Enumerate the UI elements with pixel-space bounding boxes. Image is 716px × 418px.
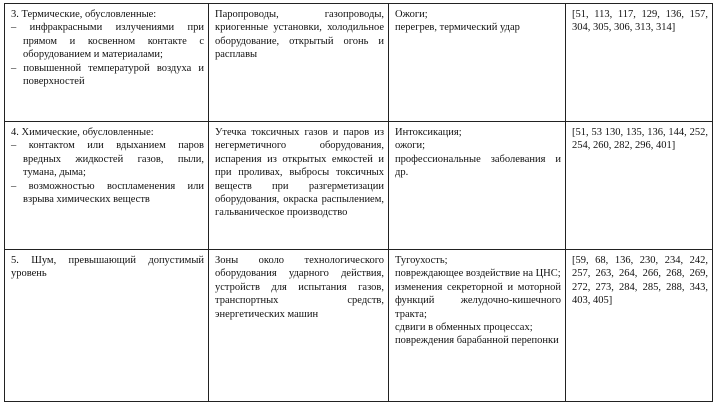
effect-item: повреждающее воздействие на ЦНС; xyxy=(395,268,561,280)
refs-text: [51, 53 130, 135, 136, 144, 252, 254, 260, 282, 296, 401] xyxy=(572,127,708,152)
factor-cell xyxy=(5,4,209,122)
effect-item: Тугоухость; xyxy=(395,255,448,266)
factor-title: 5. Шум, превышающий допустимый уровень xyxy=(11,255,204,280)
hazard-factors-table xyxy=(4,3,713,402)
effect-item: ожоги; xyxy=(395,140,426,152)
sources-text: Зоны около технологического оборудования ударного действия, устройств для испытания газов, транспортных средств, энергетических машин xyxy=(215,255,384,320)
sources-cell xyxy=(209,122,389,250)
table-row xyxy=(5,4,713,122)
factor-item: – возможностью воспламенения или взрыва химических веществ xyxy=(11,180,204,206)
factor-item: – повышенной температурой воздуха и поверхностей xyxy=(11,62,204,88)
effect-item: профессиональные заболевания и др. xyxy=(395,153,561,179)
factor-item: – инфракрасными излучениями при прямом и косвенном контакте с оборудованием и материалами; xyxy=(11,22,204,61)
refs-cell xyxy=(566,4,713,122)
factor-title: 3. Термические, обусловленные: xyxy=(11,9,157,20)
effect-item: сдвиги в обменных процессах; xyxy=(395,322,533,334)
sources-cell xyxy=(209,250,389,402)
effect-item: Интоксикация; xyxy=(395,127,462,138)
refs-text: [51, 113, 117, 129, 136, 157, 304, 305, 306, 313, 314] xyxy=(572,9,708,34)
effects-cell xyxy=(389,250,566,402)
effects-cell xyxy=(389,122,566,250)
factor-cell xyxy=(5,122,209,250)
effects-cell xyxy=(389,4,566,122)
refs-cell xyxy=(566,122,713,250)
effect-item: перегрев, термический удар xyxy=(395,22,520,34)
factor-item: – контактом или вдыханием паров вредных жидкостей газов, пыли, тумана, дыма; xyxy=(11,140,204,179)
factor-cell xyxy=(5,250,209,402)
table-row xyxy=(5,250,713,402)
effect-item: повреждения барабанной перепонки xyxy=(395,335,559,347)
sources-cell xyxy=(209,4,389,122)
sources-text: Утечка токсичных газов и паров из негерметичного оборудования, испарения из открытых емкостей и при проливах, выбросы токсичных веществ при разгерметизации оборудования, окраска распылением, гальваническое производство xyxy=(215,127,384,219)
effect-item: Ожоги; xyxy=(395,9,428,20)
sources-text: Паропроводы, газопроводы, криогенные установки, холодильное оборудование, открытый огонь и расплавы xyxy=(215,9,384,61)
refs-cell xyxy=(566,250,713,402)
factor-title: 4. Химические, обусловленные: xyxy=(11,127,154,138)
effect-item: изменения секреторной и моторной функций желудочно-кишечного тракта; xyxy=(395,281,561,320)
table-row xyxy=(5,122,713,250)
refs-text: [59, 68, 136, 230, 234, 242, 257, 263, 264, 266, 268, 269, 272, 273, 284, 285, 288, 343, 403, 405] xyxy=(572,255,708,307)
